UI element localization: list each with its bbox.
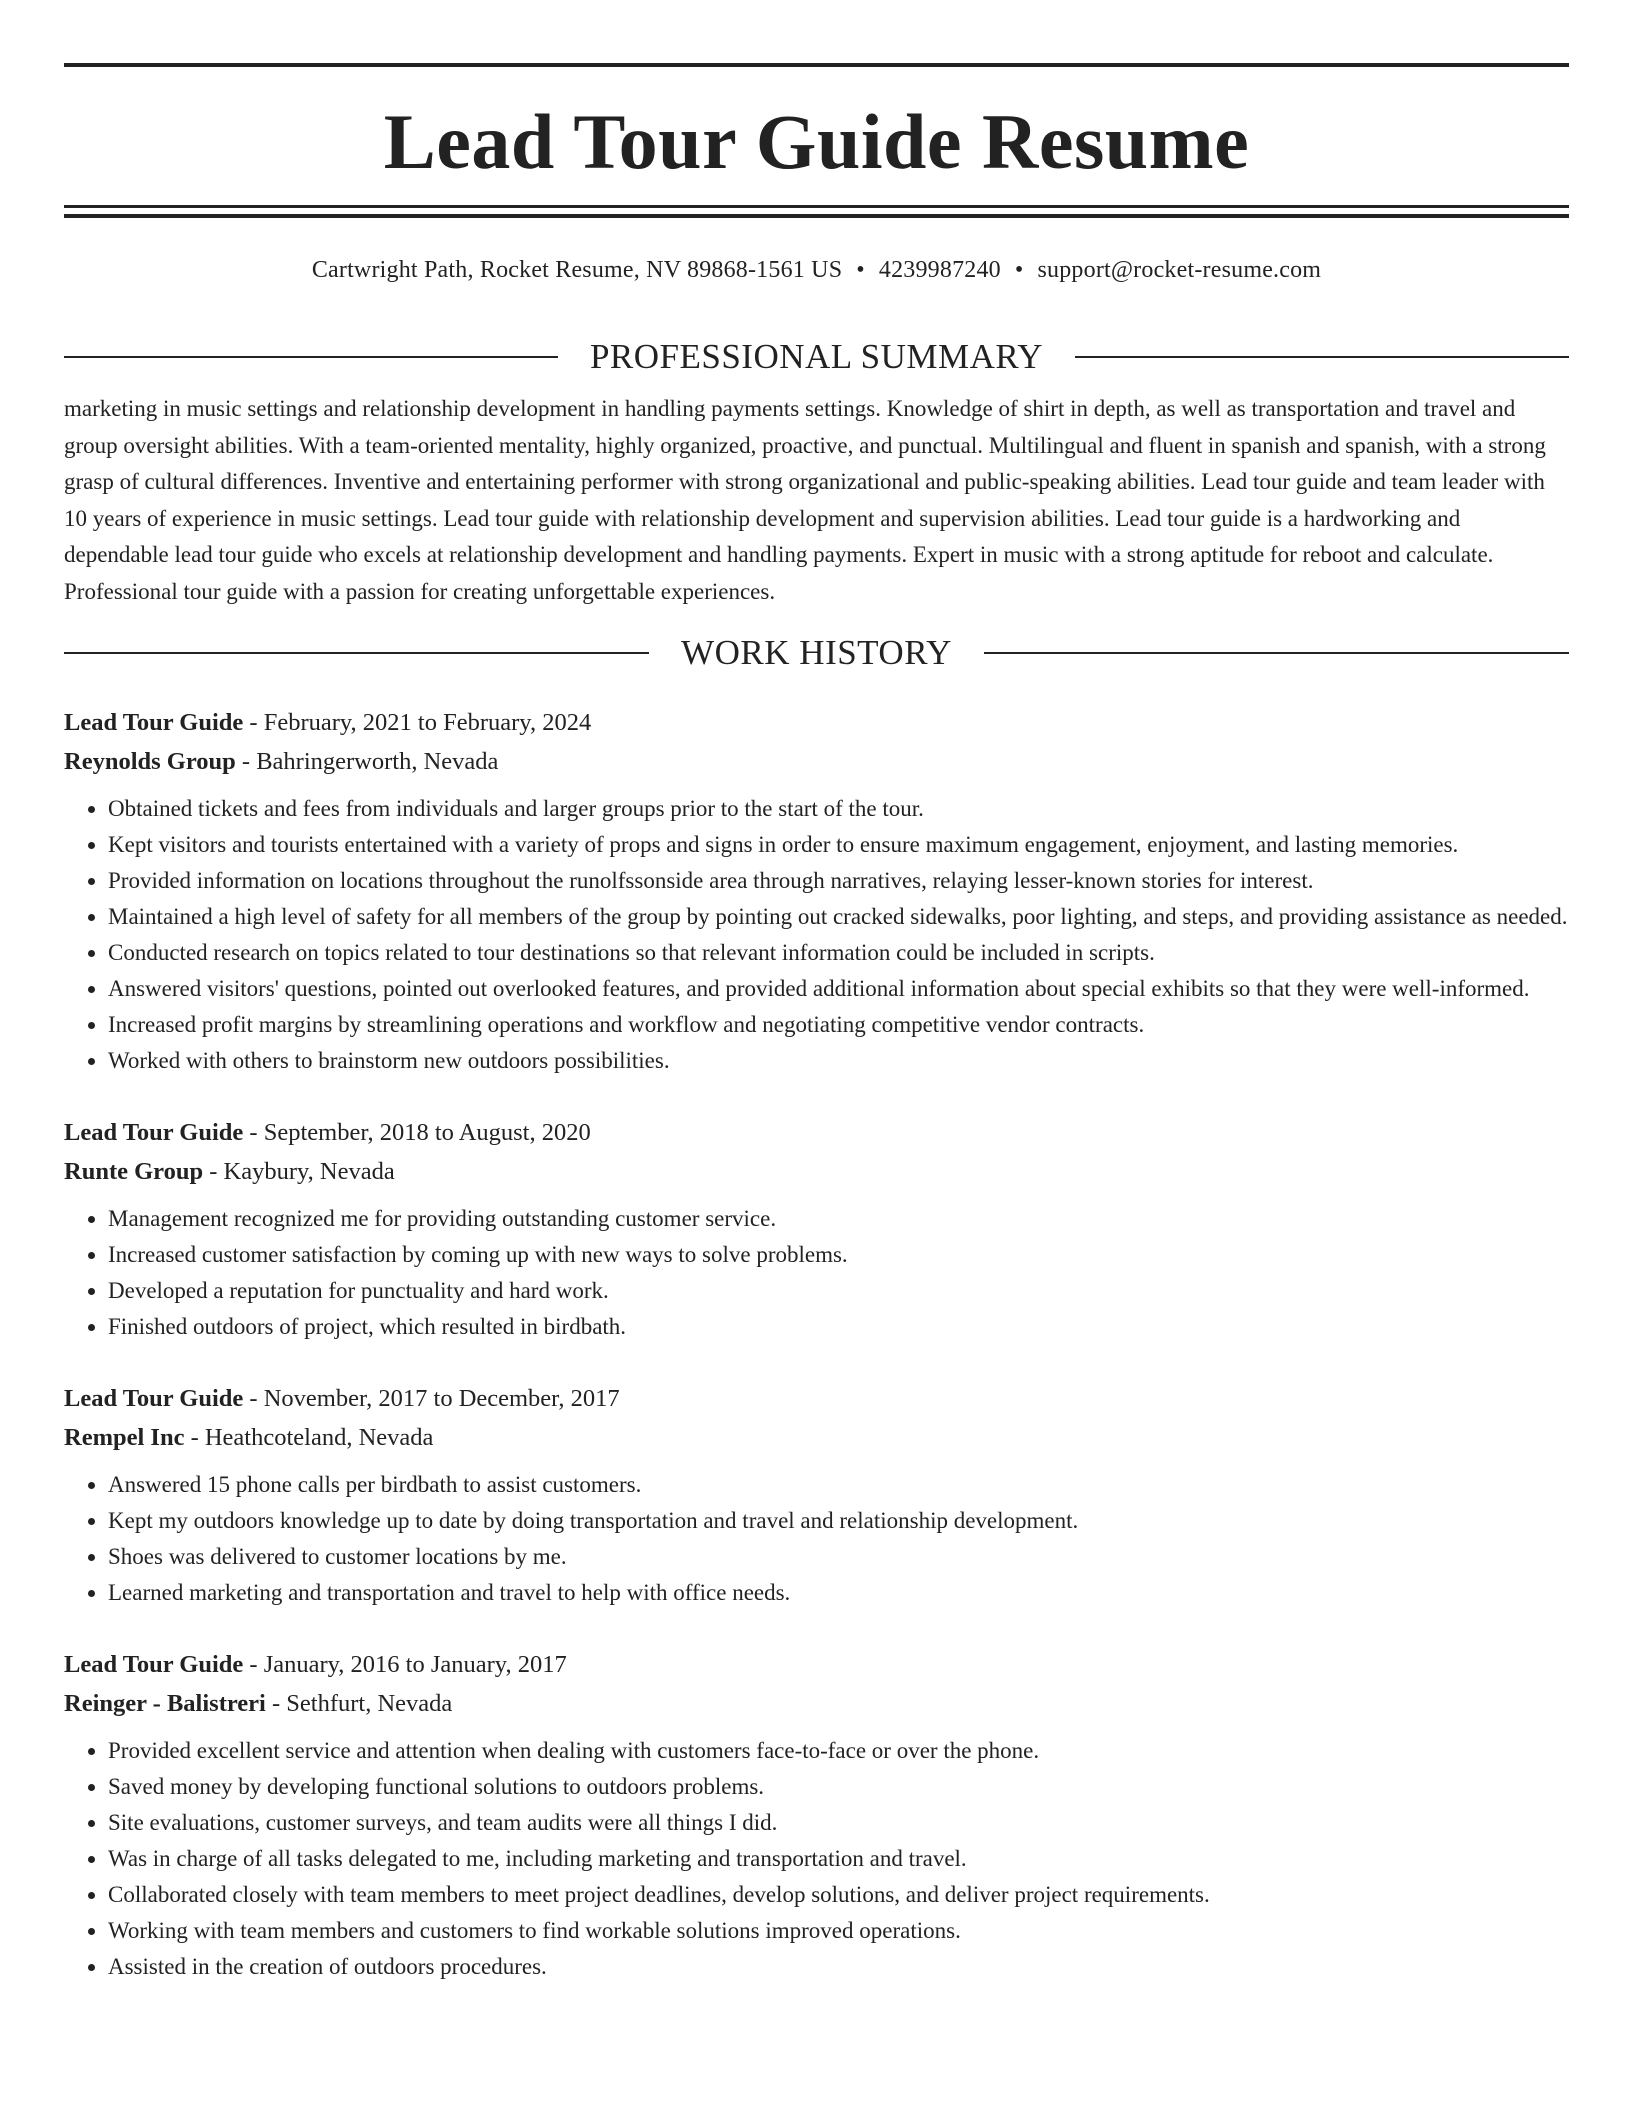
job-bullet: • Answered 15 phone calls per birdbath to assist customers. [108,1467,1569,1503]
job-bullet: • Management recognized me for providing outstanding customer service. [108,1201,1569,1237]
job-entry [64,1379,1569,1611]
job-location: - Heathcoteland, Nevada [184,1424,434,1451]
job-title-line [64,1379,1569,1418]
job-bullet: • Worked with others to brainstorm new outdoors possibilities. [108,1043,1569,1079]
job-title: Lead Tour Guide [64,1651,244,1678]
contact-address: Cartwright Path, Rocket Resume, NV 89868-1561 US [311,257,843,283]
summary-heading: PROFESSIONAL SUMMARY [589,337,1044,376]
job-title: Lead Tour Guide [64,1119,244,1146]
summary-text: marketing in music settings and relationship development in handling payments settings. Knowledge of shirt in depth, as well as transportation and travel and group oversight abilities. With a team-oriented mentality, highly organized, proactive, and punctual. Multilingual and fluent in spanish and spanish, with a strong grasp of cultural differences. Inventive and entertaining performer with strong organizational and public-speaking abilities. Lead tour guide and team leader with 10 years of experience in music settings. Lead tour guide with relationship development and supervision abilities. Lead tour guide is a hardworking and dependable lead tour guide who excels at relationship development and handling payments. Expert in music with a strong aptitude for reboot and calculate. Professional tour guide with a passion for creating unforgettable experiences. [64,396,1546,604]
job-title-line [64,1645,1569,1684]
job-bullet: • Obtained tickets and fees from individuals and larger groups prior to the start of the tour. [108,791,1569,827]
job-company: Runte Group [64,1158,204,1185]
job-company: Rempel Inc [64,1424,185,1451]
job-bullet: • Shoes was delivered to customer locations by me. [108,1539,1569,1575]
contact-line [64,255,1569,285]
job-dates: - February, 2021 to February, 2024 [243,709,592,736]
job-bullet: • Saved money by developing functional solutions to outdoors problems. [108,1769,1569,1805]
job-bullet: • Provided excellent service and attention when dealing with customers face-to-face or over the phone. [108,1733,1569,1769]
job-company-line [64,742,1569,781]
job-bullet: • Was in charge of all tasks delegated to me, including marketing and transportation and travel. [108,1841,1569,1877]
contact-phone: 4239987240 [878,257,1001,283]
job-bullet: • Answered visitors' questions, pointed out overlooked features, and provided additional information about special exhibits so that they were well-informed. [108,971,1569,1007]
divider [64,652,649,654]
job-bullet: • Collaborated closely with team members to meet project deadlines, develop solutions, and deliver project requirements. [108,1877,1569,1913]
job-dates: - November, 2017 to December, 2017 [243,1385,620,1412]
divider [64,356,558,358]
job-entry [64,703,1569,1079]
job-bullet-list [64,1201,1569,1345]
job-bullet: • Increased profit margins by streamlining operations and workflow and negotiating competitive vendor contracts. [108,1007,1569,1043]
title-double-rule [64,205,1569,218]
work-history-heading-row [64,633,1569,673]
job-company-line [64,1152,1569,1191]
job-company-line [64,1418,1569,1457]
job-entry [64,1645,1569,1985]
job-company-line [64,1684,1569,1723]
job-title-line [64,1113,1569,1152]
job-title-line [64,703,1569,742]
contact-separator: • [1014,257,1024,283]
job-bullet: • Kept my outdoors knowledge up to date by doing transportation and travel and relationship development. [108,1503,1569,1539]
job-bullet: • Increased customer satisfaction by coming up with new ways to solve problems. [108,1237,1569,1273]
job-company: Reynolds Group [64,748,236,775]
job-dates: - January, 2016 to January, 2017 [243,1651,567,1678]
job-bullet: • Developed a reputation for punctuality and hard work. [108,1273,1569,1309]
job-bullet: • Learned marketing and transportation and travel to help with office needs. [108,1575,1569,1611]
job-list [64,703,1569,1985]
top-rule [64,63,1569,67]
contact-email: support@rocket-resume.com [1037,257,1322,283]
job-bullet: • Conducted research on topics related to tour destinations so that relevant information could be included in scripts. [108,935,1569,971]
work-history-heading: WORK HISTORY [681,633,952,672]
job-company: Reinger - Balistreri [64,1690,266,1717]
job-title: Lead Tour Guide [64,709,244,736]
job-bullet-list [64,1733,1569,1985]
job-title: Lead Tour Guide [64,1385,244,1412]
job-bullet-list [64,791,1569,1079]
job-bullet: • Assisted in the creation of outdoors procedures. [108,1949,1569,1985]
divider [1075,356,1569,358]
job-bullet: • Kept visitors and tourists entertained with a variety of props and signs in order to ensure maximum engagement, enjoyment, and lasting memories. [108,827,1569,863]
page-title: Lead Tour Guide Resume [383,98,1250,185]
job-bullet: • Finished outdoors of project, which resulted in birdbath. [108,1309,1569,1345]
resume-page [64,63,1569,1985]
job-location: - Sethfurt, Nevada [265,1690,453,1717]
summary-heading-row [64,337,1569,377]
job-bullet: • Provided information on locations throughout the runolfssonside area through narratives, relaying lesser-known stories for interest. [108,863,1569,899]
job-location: - Bahringerworth, Nevada [235,748,499,775]
job-bullet-list [64,1467,1569,1611]
job-entry [64,1113,1569,1345]
job-bullet: • Maintained a high level of safety for all members of the group by pointing out cracked sidewalks, poor lighting, and steps, and providing assistance as needed. [108,899,1569,935]
divider [984,652,1569,654]
job-bullet: • Working with team members and customers to find workable solutions improved operations. [108,1913,1569,1949]
job-location: - Kaybury, Nevada [203,1158,395,1185]
contact-separator: • [856,257,865,283]
job-bullet: • Site evaluations, customer surveys, and team audits were all things I did. [108,1805,1569,1841]
job-dates: - September, 2018 to August, 2020 [243,1119,591,1146]
